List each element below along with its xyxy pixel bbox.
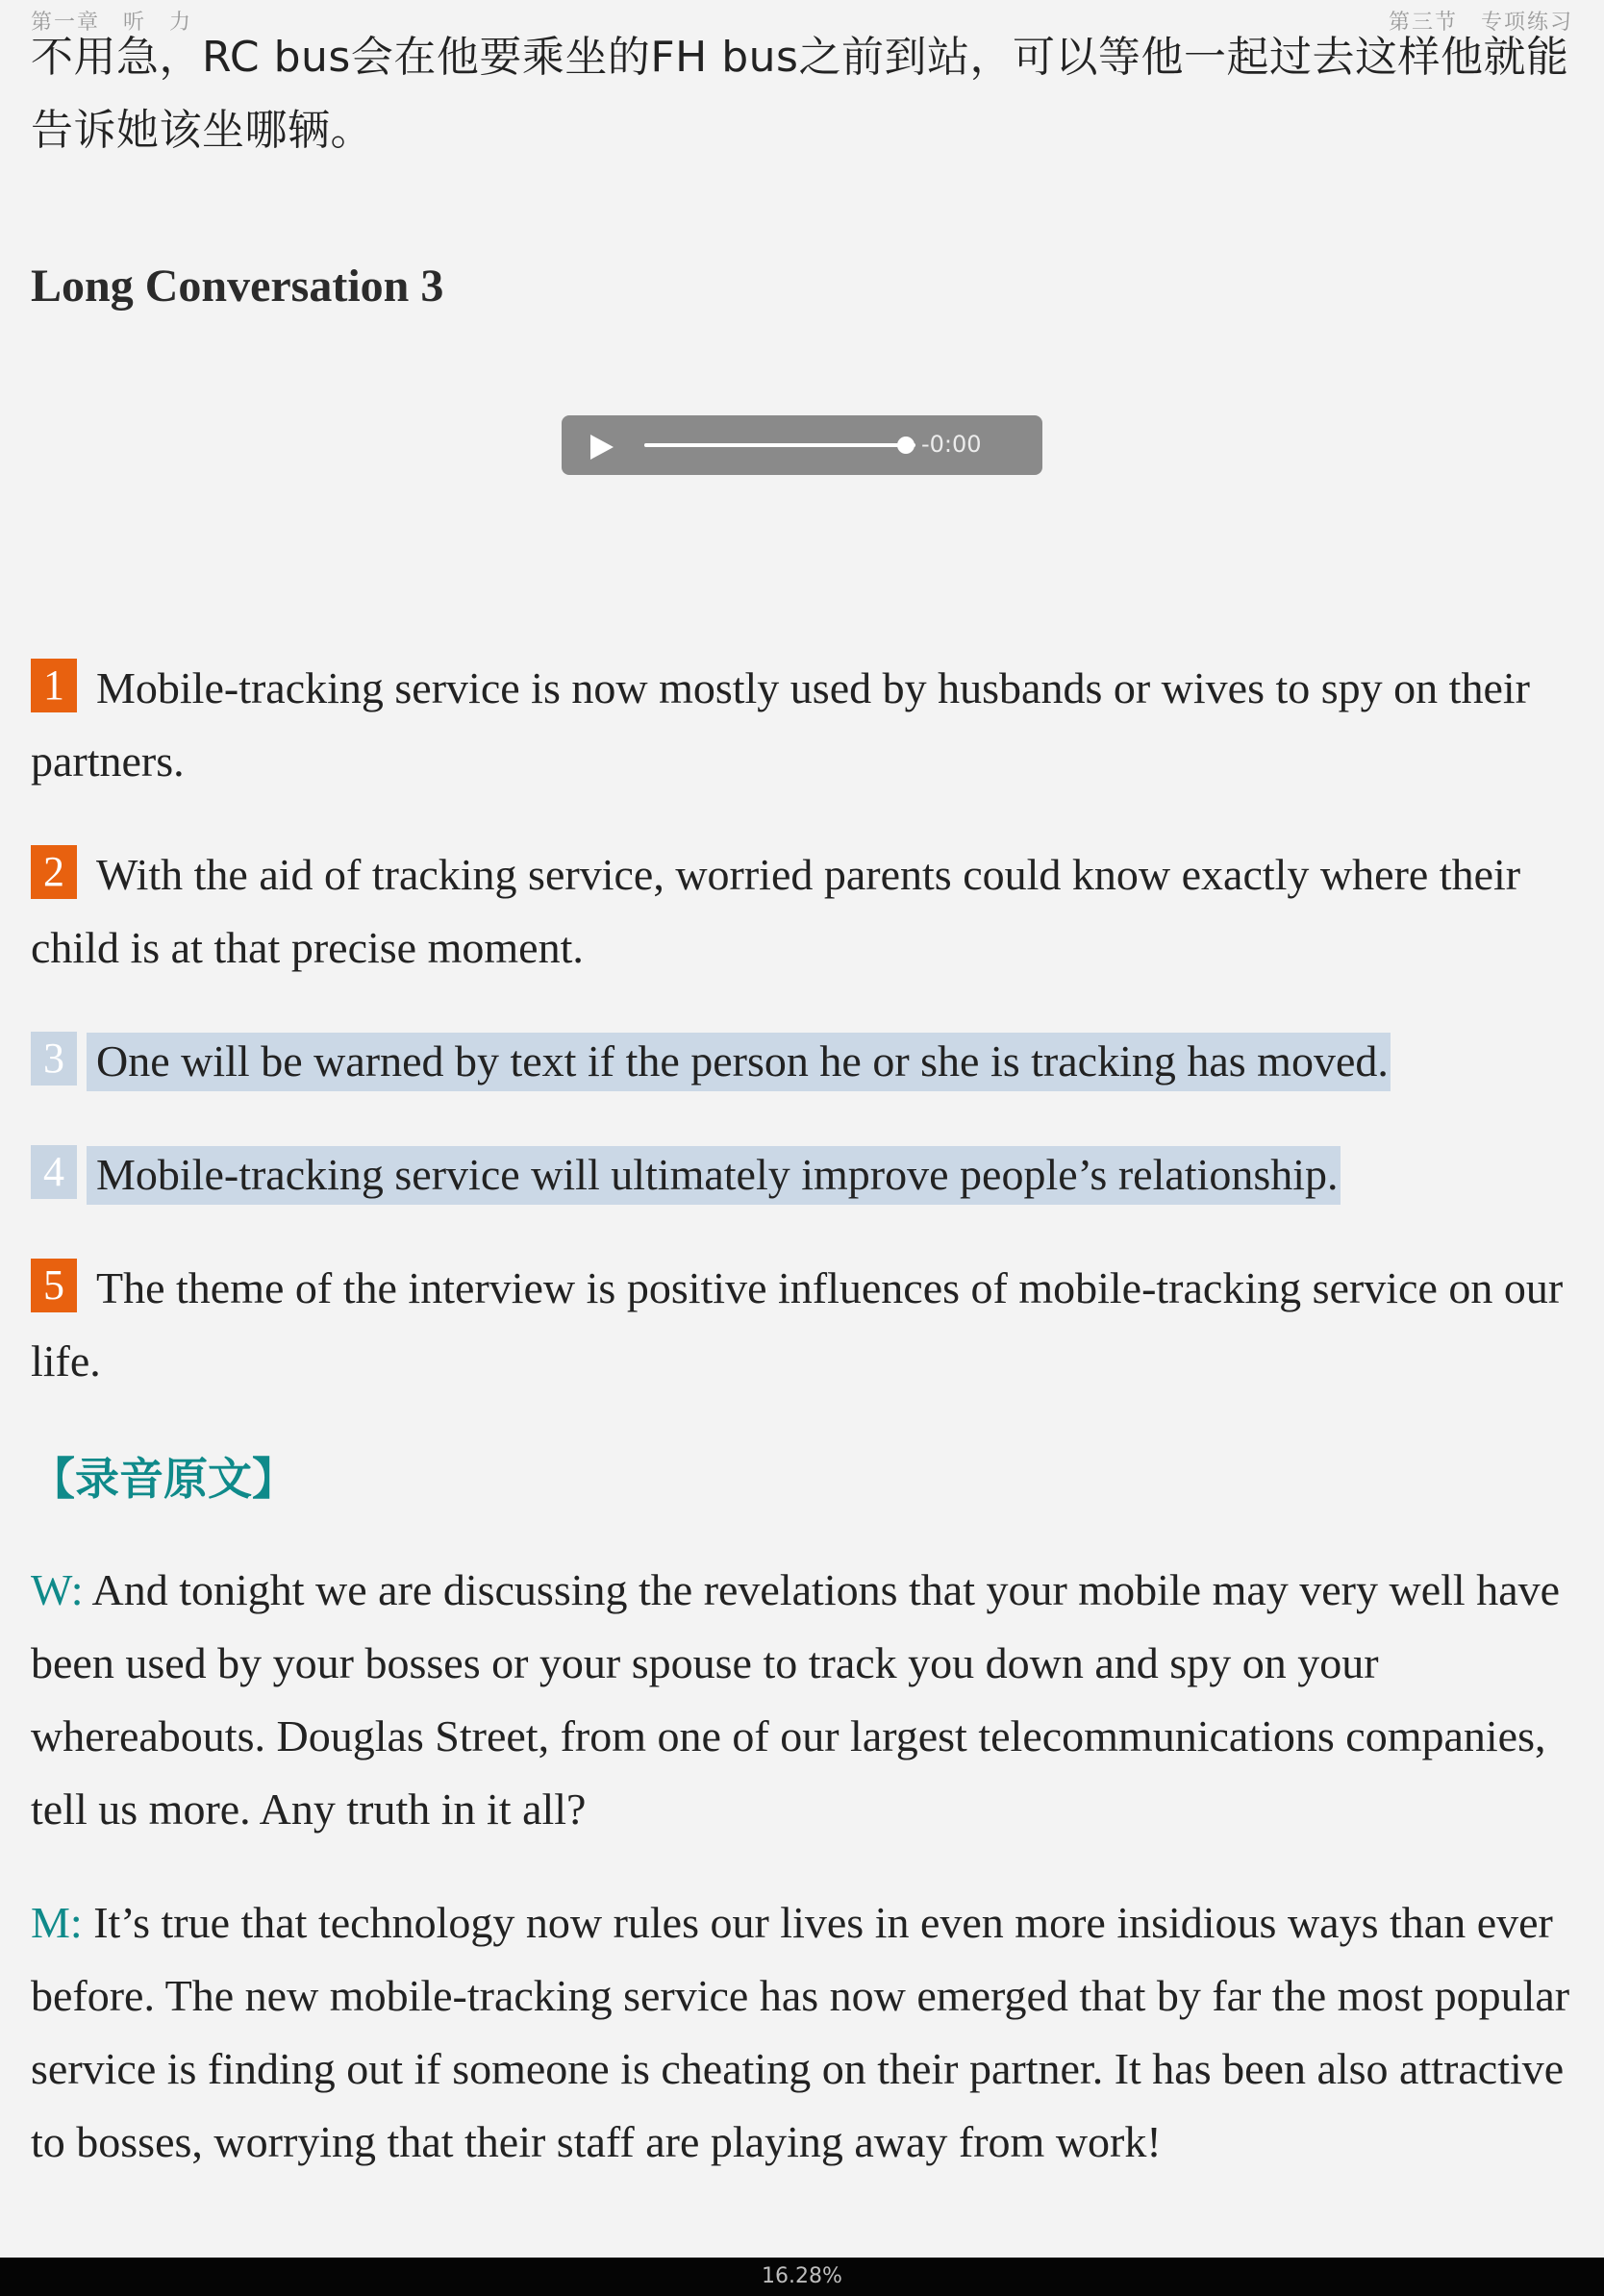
statement-item-2[interactable]	[31, 838, 1573, 985]
statement-text: With the aid of tracking service, worried parents could know exactly where their child is at that precise moment.	[31, 850, 1521, 972]
statement-number: 4	[31, 1145, 77, 1199]
statement-number: 1	[31, 659, 77, 712]
statement-text: One will be warned by text if the person he or she is tracking has moved.	[87, 1033, 1391, 1091]
section-title-header: 第三节 专项练习	[1388, 11, 1573, 35]
reading-progress-text: 16.28%	[762, 2264, 842, 2288]
transcript-text: It’s true that technology now rules our lives in even more insidious ways than ever before. The new mobile-tracking service has now emerged that by far the most popular service is finding out if someone is cheating on their partner. It has been also attractive to bosses, worrying that their staff are playing away from work!	[31, 1898, 1570, 2166]
explanation-note: 不用急，RC bus会在他要乘坐的FH bus之前到站，可以等他一起过去这样他就能告诉她该坐哪辆。	[31, 33, 1569, 155]
transcript-paragraph[interactable]	[31, 1554, 1573, 1846]
chapter-title: 第一章 听 力	[31, 11, 193, 35]
statement-text: Mobile-tracking service is now mostly used by husbands or wives to spy on their partners.	[31, 663, 1530, 786]
statement-number: 5	[31, 1259, 77, 1312]
statement-item-3[interactable]	[31, 1025, 1573, 1098]
transcript-heading: 【录音原文】	[31, 1453, 296, 1505]
statement-item-1[interactable]	[31, 652, 1573, 798]
speaker-label: W:	[31, 1565, 84, 1614]
audio-player[interactable]	[562, 415, 1042, 475]
conversation-title: Long Conversation 3	[31, 261, 444, 312]
statement-number: 2	[31, 845, 77, 899]
transcript-section	[31, 1442, 1573, 2219]
statement-item-4[interactable]	[31, 1138, 1573, 1211]
audio-progress-fill	[644, 443, 915, 447]
statement-text: The theme of the interview is positive influences of mobile-tracking service on our life.	[31, 1263, 1564, 1385]
statement-list	[31, 652, 1573, 1438]
statement-text: Mobile-tracking service will ultimately improve people’s relationship.	[87, 1146, 1341, 1205]
audio-seek-handle[interactable]	[897, 437, 915, 454]
reading-progress-bar	[0, 2258, 1604, 2296]
audio-seek-bar[interactable]	[644, 443, 915, 447]
transcript-paragraph[interactable]	[31, 1886, 1573, 2179]
play-icon[interactable]	[590, 435, 614, 460]
speaker-label: M:	[31, 1898, 83, 1947]
statement-item-5[interactable]	[31, 1252, 1573, 1398]
audio-time: -0:00	[921, 431, 982, 458]
transcript-text: And tonight we are discussing the revelations that your mobile may very well have been used by your bosses or your spouse to track you down and spy on your whereabouts. Douglas Street, from one of our largest telecommunications companies, tell us more. Any truth in it all?	[31, 1565, 1561, 1834]
statement-number: 3	[31, 1032, 77, 1086]
reading-content	[31, 21, 1573, 315]
